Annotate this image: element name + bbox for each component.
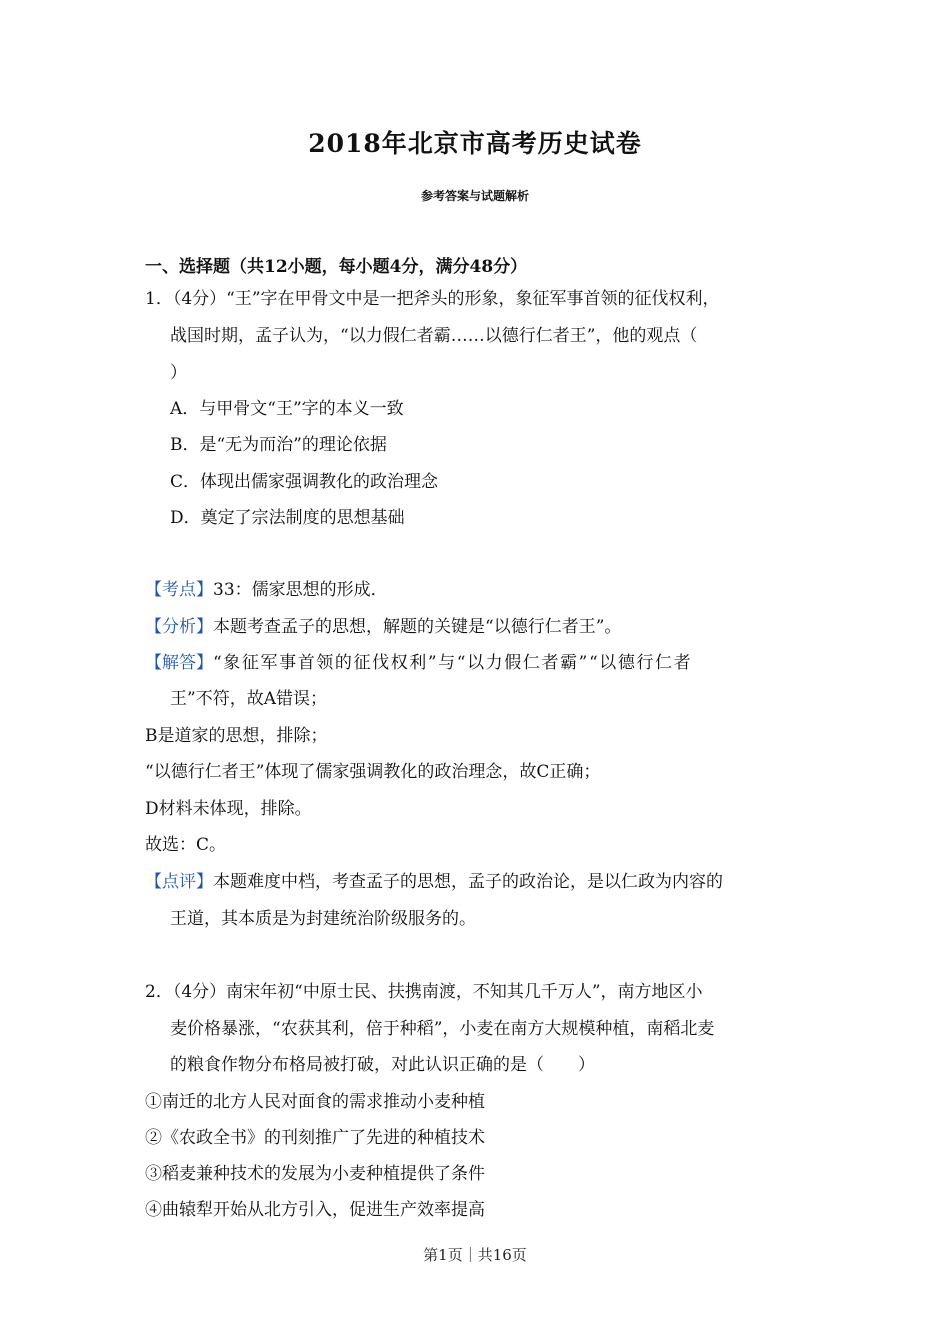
jieda-text: “象征军事首领的征伐权利”与“以力假仁者霸”“以德行仁者	[213, 653, 693, 673]
dianping-tag: 【点评】	[145, 872, 213, 892]
q1-jieda	[145, 651, 692, 675]
fenxi-tag: 【分析】	[145, 617, 213, 637]
dianping-text: 本题难度中档，考查孟子的思想，孟子的政治论，是以仁政为内容的	[213, 872, 723, 892]
q1-option-c: C．体现出儒家强调教化的政治理念	[170, 472, 439, 492]
q2-item: ②《农政全书》的刊刻推广了先进的种植技术	[145, 1128, 485, 1148]
q1-stem-line: 战国时期，孟子认为，“以力假仁者霸……以德行仁者王”，他的观点（	[170, 326, 698, 346]
jieda-tag: 【解答】	[145, 653, 213, 673]
q2-item: ①南迁的北方人民对面食的需求推动小麦种植	[145, 1092, 485, 1112]
q1-answer-line: 故选：C。	[145, 835, 227, 855]
q1-option-d: D．奠定了宗法制度的思想基础	[170, 508, 405, 528]
q1-dianping	[145, 870, 723, 894]
page-footer: 第1页｜共16页	[423, 1246, 527, 1264]
q1-option-a: A．与甲骨文“王”字的本义一致	[170, 399, 404, 419]
q1-stem-line: ）	[170, 363, 187, 383]
kaodian-tag: 【考点】	[145, 580, 213, 600]
q1-option-b: B．是“无为而治”的理论依据	[170, 435, 387, 455]
q1-dianping-cont: 王道，其本质是为封建统治阶级服务的。	[170, 909, 476, 929]
q1-stem-line: 1．（4分）“王”字在甲骨文中是一把斧头的形象，象征军事首领的征伐权利，	[145, 289, 720, 309]
q1-answer-line: D材料未体现，排除。	[145, 799, 312, 819]
q1-answer-line: B是道家的思想，排除；	[145, 726, 328, 746]
section-heading: 一、选择题（共12小题，每小题4分，满分48分）	[145, 257, 528, 277]
fenxi-text: 本题考查孟子的思想，解题的关键是“以德行仁者王”。	[213, 617, 622, 637]
q1-kaodian	[145, 578, 388, 602]
q2-stem-line: 2．（4分）南宋年初“中原士民、扶携南渡，不知其几千万人”，南方地区小	[145, 982, 703, 1002]
page-subtitle: 参考答案与试题解析	[420, 189, 529, 203]
q2-stem-line: 麦价格暴涨，“农获其利，倍于种稻”，小麦在南方大规模种植，南稻北麦	[170, 1019, 715, 1039]
q2-stem-line: 的粮食作物分布格局被打破，对此认识正确的是（ ）	[170, 1055, 595, 1075]
q1-jieda-cont: 王”不符，故A错误；	[170, 689, 327, 709]
kaodian-text: 33：儒家思想的形成．	[213, 580, 388, 600]
q2-item: ③稻麦兼种技术的发展为小麦种植提供了条件	[145, 1164, 485, 1184]
page-title: 2018年北京市高考历史试卷	[308, 129, 642, 158]
q1-answer-line: “以德行仁者王”体现了儒家强调教化的政治理念，故C正确；	[145, 762, 601, 782]
q2-item: ④曲辕犁开始从北方引入，促进生产效率提高	[145, 1200, 485, 1220]
q1-fenxi	[145, 615, 621, 639]
